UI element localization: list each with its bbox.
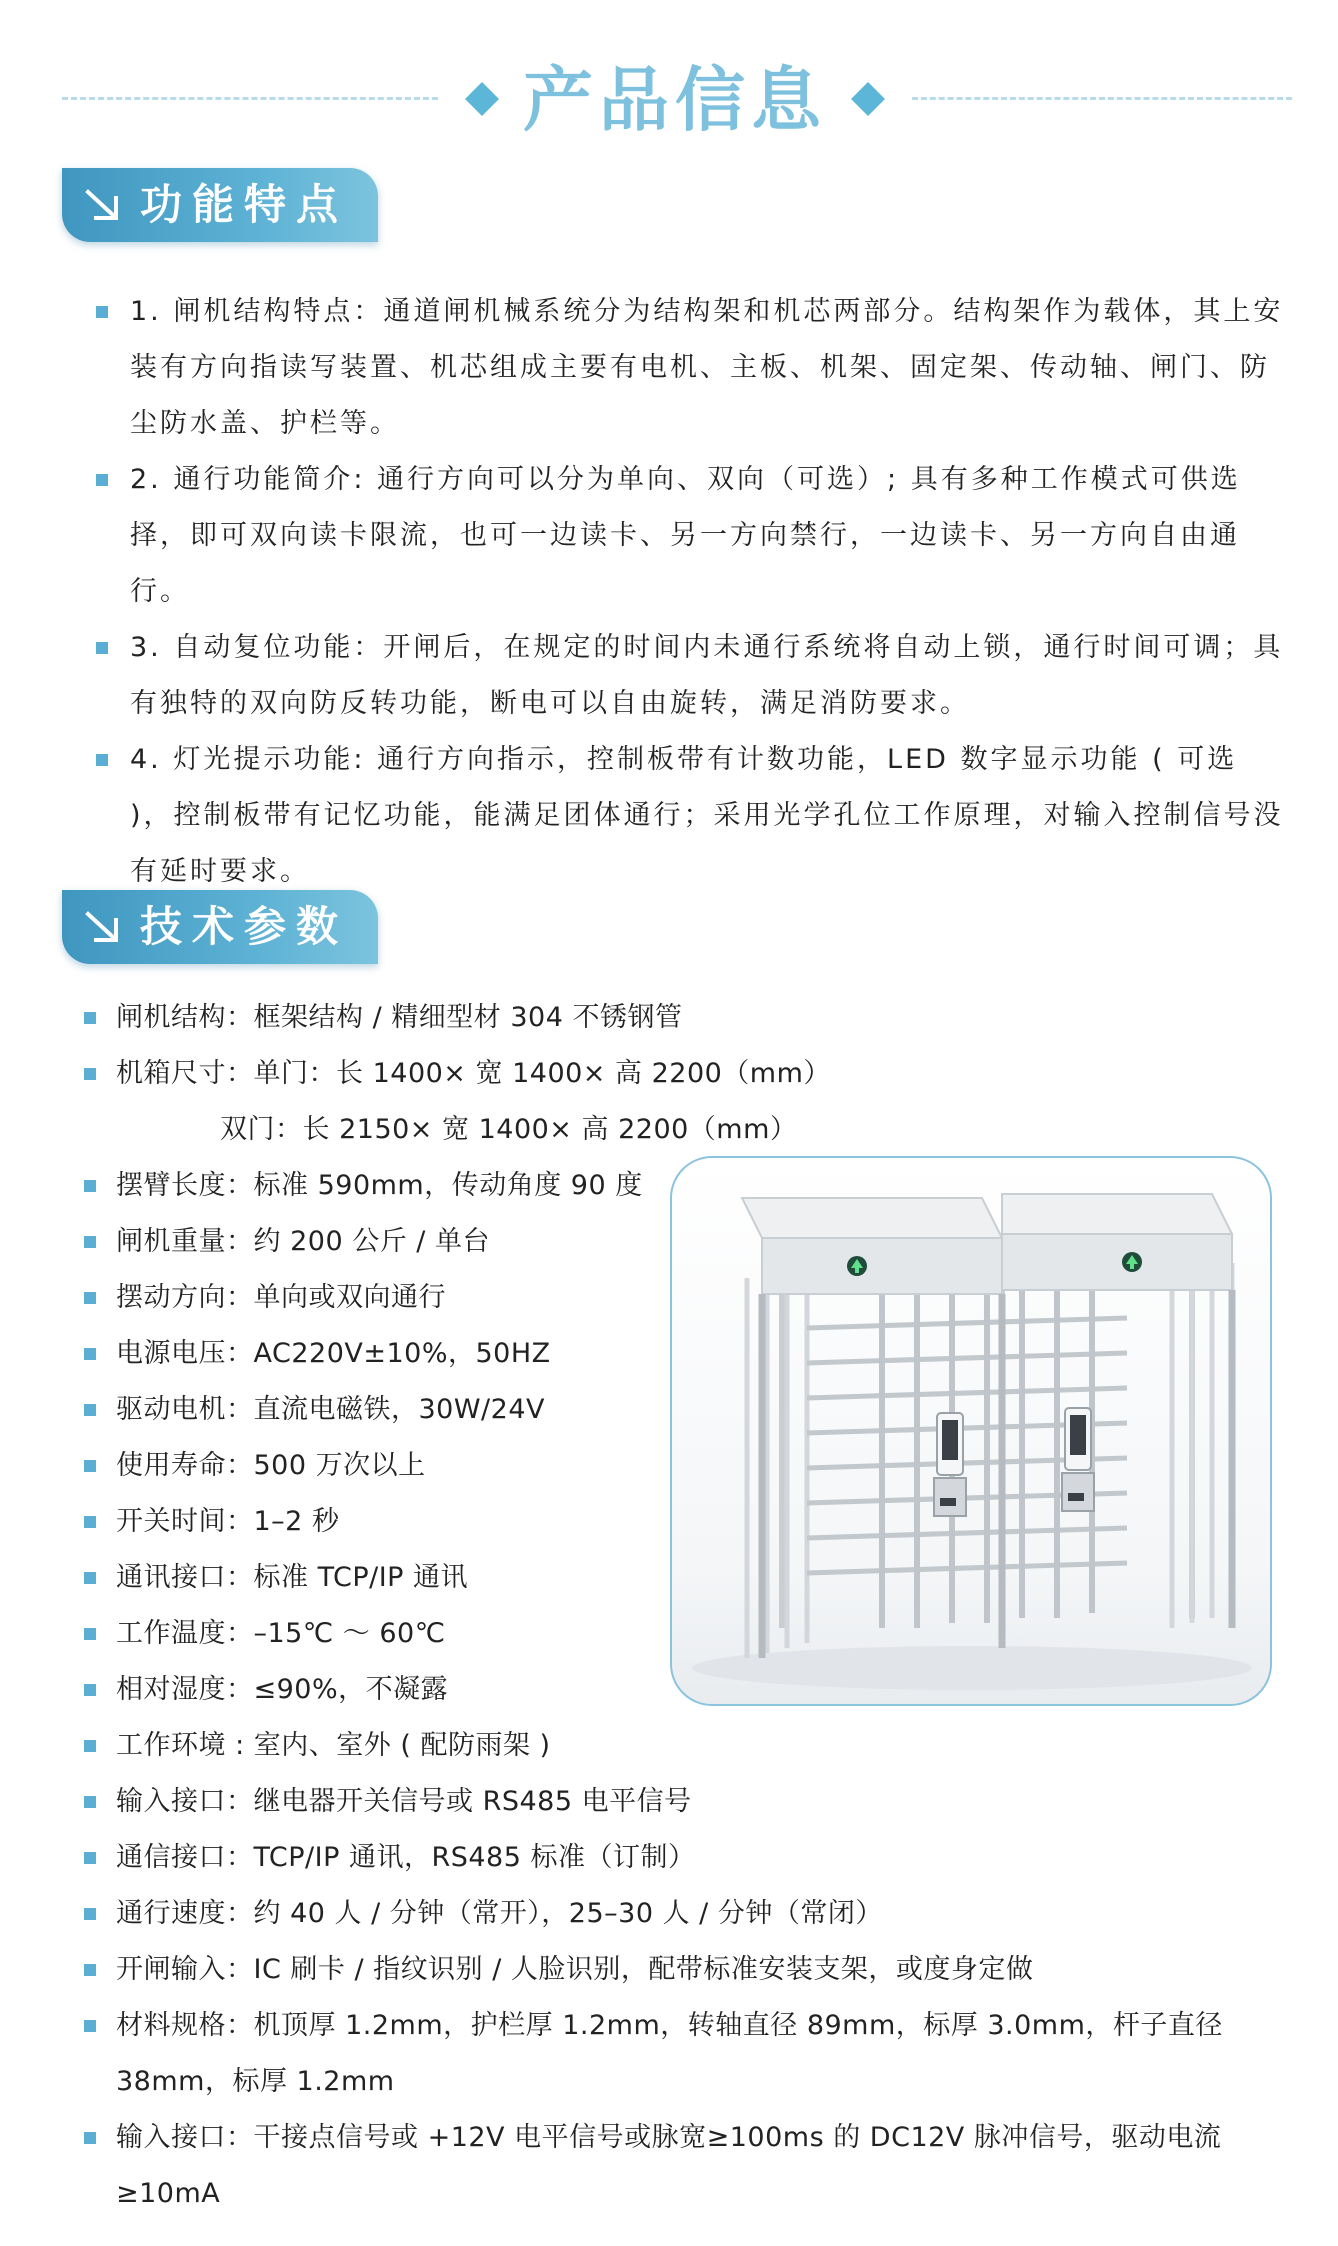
bullet-icon — [84, 1348, 96, 1360]
bullet-icon — [84, 1572, 96, 1584]
bullet-icon — [84, 1068, 96, 1080]
product-image-frame — [670, 1156, 1272, 1706]
param-row: 工作温度：–15℃ ～ 60℃ — [80, 1606, 720, 1662]
param-row: 摆动方向：单向或双向通行 — [80, 1270, 720, 1326]
bullet-icon — [96, 474, 108, 486]
bullet-icon — [84, 1292, 96, 1304]
bullet-icon — [84, 2020, 96, 2032]
param-row: 电源电压：AC220V±10%，50HZ — [80, 1326, 720, 1382]
bullet-icon — [84, 1460, 96, 1472]
bullet-icon — [84, 1796, 96, 1808]
params-title: 技术参数 — [140, 902, 349, 951]
bullet-icon — [84, 2132, 96, 2144]
diamond-icon — [465, 82, 499, 116]
turnstile-image — [672, 1158, 1272, 1706]
page-title: 产品信息 — [523, 59, 827, 141]
features-list — [92, 284, 1292, 900]
feature-item: 3. 自动复位功能：开闸后，在规定的时间内未通行系统将自动上锁，通行时间可调；具有独特的双向防反转功能，断电可以自由旋转，满足消防要求。 — [92, 620, 1292, 732]
bullet-icon — [84, 1964, 96, 1976]
divider-right — [912, 97, 1292, 100]
param-row: 通信接口：TCP/IP 通讯，RS485 标准（订制） — [80, 1830, 1280, 1886]
param-row: 驱动电机：直流电磁铁，30W/24V — [80, 1382, 720, 1438]
bullet-icon — [84, 1628, 96, 1640]
param-row: 通行速度：约 40 人 / 分钟（常开），25–30 人 / 分钟（常闭） — [80, 1886, 1280, 1942]
feature-item: 2. 通行功能简介: 通行方向可以分为单向、双向（可选）; 具有多种工作模式可供选择，即可双向读卡限流，也可一边读卡、另一方向禁行，一边读卡、另一方向自由通行。 — [92, 452, 1292, 620]
bullet-icon — [84, 1852, 96, 1864]
param-row: 工作环境 : 室内、室外 ( 配防雨架 ) — [80, 1718, 1280, 1774]
param-row: 通讯接口：标准 TCP/IP 通讯 — [80, 1550, 720, 1606]
bullet-icon — [84, 1684, 96, 1696]
param-row: 开闸输入：IC 刷卡 / 指纹识别 / 人脸识别，配带标准安装支架，或度身定做 — [80, 1942, 1280, 1998]
param-row: 机箱尺寸：单门：长 1400× 宽 1400× 高 2200（mm） — [80, 1046, 1280, 1102]
page-header — [0, 55, 1338, 145]
bullet-icon — [84, 1012, 96, 1024]
param-row: 闸机重量：约 200 公斤 / 单台 — [80, 1214, 720, 1270]
param-row: 相对湿度：≤90%，不凝露 — [80, 1662, 720, 1718]
param-row: 双门：长 2150× 宽 1400× 高 2200（mm） — [220, 1114, 798, 1145]
features-banner — [62, 168, 378, 242]
param-row: 开关时间：1–2 秒 — [80, 1494, 720, 1550]
param-row: 材料规格：机顶厚 1.2mm，护栏厚 1.2mm，转轴直径 89mm，标厚 3.0mm，杆子直径38mm，标厚 1.2mm — [80, 1998, 1280, 2110]
param-row: 摆臂长度：标准 590mm，传动角度 90 度 — [80, 1158, 720, 1214]
bullet-icon — [84, 1908, 96, 1920]
bullet-icon — [84, 1516, 96, 1528]
divider-left — [62, 97, 438, 100]
bullet-icon — [84, 1740, 96, 1752]
bullet-icon — [96, 306, 108, 318]
bullet-icon — [84, 1180, 96, 1192]
param-row: 闸机结构：框架结构 / 精细型材 304 不锈钢管 — [80, 990, 1280, 1046]
params-banner — [62, 890, 378, 964]
features-title: 功能特点 — [140, 180, 349, 229]
bullet-icon — [84, 1404, 96, 1416]
bullet-icon — [96, 642, 108, 654]
feature-item: 4. 灯光提示功能: 通行方向指示，控制板带有计数功能，LED 数字显示功能 ( 可选 )，控制板带有记忆功能，能满足团体通行；采用光学孔位工作原理，对输入控制信号没有延时要求。 — [92, 732, 1292, 900]
feature-item: 1. 闸机结构特点：通道闸机械系统分为结构架和机芯两部分。结构架作为载体，其上安装有方向指读写装置、机芯组成主要有电机、主板、机架、固定架、传动轴、闸门、防尘防水盖、护栏等。 — [92, 284, 1292, 452]
param-row: 输入接口：干接点信号或 +12V 电平信号或脉宽≥100ms 的 DC12V 脉冲信号，驱动电流≥10mA — [80, 2110, 1280, 2222]
arrow-down-right-icon — [84, 186, 122, 224]
param-row: 输入接口：继电器开关信号或 RS485 电平信号 — [80, 1774, 1280, 1830]
arrow-down-right-icon — [84, 908, 122, 946]
param-row: 使用寿命：500 万次以上 — [80, 1438, 720, 1494]
bullet-icon — [96, 754, 108, 766]
bullet-icon — [84, 1236, 96, 1248]
diamond-icon — [851, 82, 885, 116]
